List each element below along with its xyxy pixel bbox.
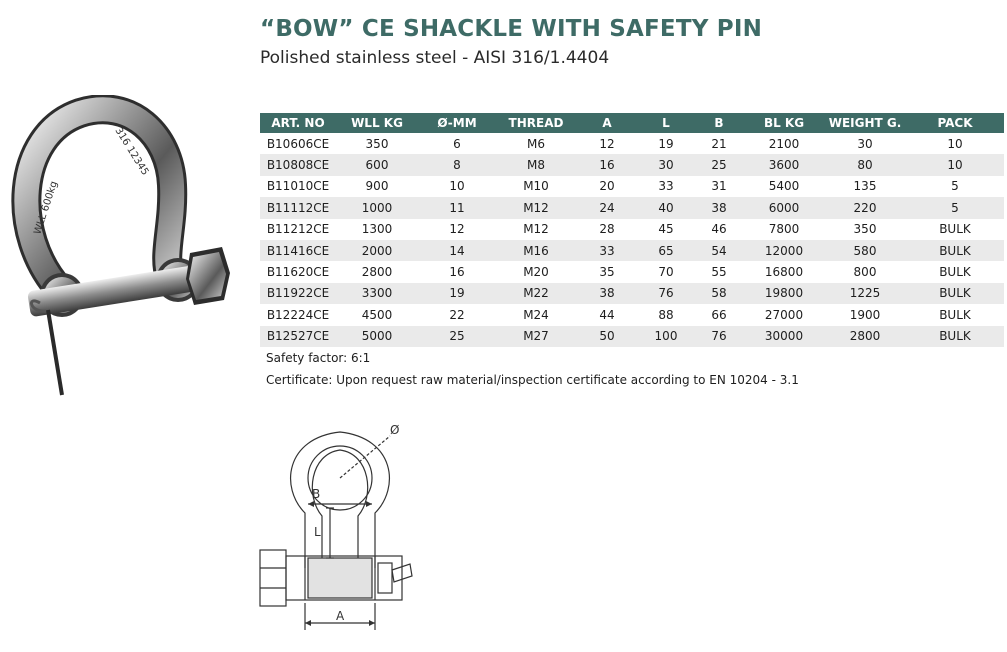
cell-bl-kg: 7800 bbox=[744, 219, 824, 240]
cell-a: 24 bbox=[576, 197, 638, 218]
engraving-right: 316 12345 bbox=[112, 125, 151, 178]
cell-thread: M8 bbox=[496, 154, 576, 175]
cell-pack: BULK bbox=[906, 261, 1004, 282]
cell-l: 65 bbox=[638, 240, 694, 261]
cell-wll-kg: 1300 bbox=[336, 219, 418, 240]
cell-pack: BULK bbox=[906, 219, 1004, 240]
cell-b: 25 bbox=[694, 154, 744, 175]
cell-weight: 350 bbox=[824, 219, 906, 240]
cell-wll-kg: 600 bbox=[336, 154, 418, 175]
cell-art-no: B11212CE bbox=[260, 219, 336, 240]
cell-a: 44 bbox=[576, 304, 638, 325]
cell-pack: BULK bbox=[906, 283, 1004, 304]
cell-b: 55 bbox=[694, 261, 744, 282]
table-row bbox=[260, 219, 1004, 240]
cell-pack: BULK bbox=[906, 304, 1004, 325]
shackle-technical-drawing bbox=[250, 418, 440, 638]
cell-art-no: B11416CE bbox=[260, 240, 336, 261]
cell-wll-kg: 2800 bbox=[336, 261, 418, 282]
cell-b: 21 bbox=[694, 133, 744, 154]
column-header-wll-kg: WLL KG bbox=[336, 113, 418, 133]
cell-l: 19 bbox=[638, 133, 694, 154]
cell-bl-kg: 16800 bbox=[744, 261, 824, 282]
cell-l: 100 bbox=[638, 326, 694, 347]
cell-thread: M12 bbox=[496, 219, 576, 240]
cell-pack: 5 bbox=[906, 176, 1004, 197]
cell-b: 66 bbox=[694, 304, 744, 325]
cell-l: 45 bbox=[638, 219, 694, 240]
cell-diameter: 25 bbox=[418, 326, 496, 347]
cell-diameter: 14 bbox=[418, 240, 496, 261]
cell-a: 33 bbox=[576, 240, 638, 261]
cell-wll-kg: 3300 bbox=[336, 283, 418, 304]
cell-a: 28 bbox=[576, 219, 638, 240]
cell-b: 38 bbox=[694, 197, 744, 218]
table-row bbox=[260, 283, 1004, 304]
cell-thread: M10 bbox=[496, 176, 576, 197]
cell-l: 33 bbox=[638, 176, 694, 197]
column-header-diameter: Ø-MM bbox=[418, 113, 496, 133]
cell-wll-kg: 900 bbox=[336, 176, 418, 197]
column-header-art-no: ART. NO bbox=[260, 113, 336, 133]
cell-thread: M16 bbox=[496, 240, 576, 261]
column-header-thread: THREAD bbox=[496, 113, 576, 133]
cell-diameter: 22 bbox=[418, 304, 496, 325]
cell-wll-kg: 2000 bbox=[336, 240, 418, 261]
cell-weight: 135 bbox=[824, 176, 906, 197]
cell-pack: 10 bbox=[906, 154, 1004, 175]
cell-l: 70 bbox=[638, 261, 694, 282]
column-header-b: B bbox=[694, 113, 744, 133]
cell-weight: 1225 bbox=[824, 283, 906, 304]
engraving-left: WLL 600kg bbox=[32, 179, 60, 236]
cell-diameter: 16 bbox=[418, 261, 496, 282]
column-header-a: A bbox=[576, 113, 638, 133]
cell-a: 35 bbox=[576, 261, 638, 282]
cell-thread: M22 bbox=[496, 283, 576, 304]
cell-art-no: B12224CE bbox=[260, 304, 336, 325]
product-subtitle: Polished stainless steel - AISI 316/1.4404 bbox=[260, 48, 610, 68]
cell-a: 20 bbox=[576, 176, 638, 197]
cell-weight: 80 bbox=[824, 154, 906, 175]
specification-table bbox=[260, 113, 1004, 347]
cell-art-no: B11620CE bbox=[260, 261, 336, 282]
cell-weight: 800 bbox=[824, 261, 906, 282]
table-row bbox=[260, 261, 1004, 282]
cell-art-no: B11010CE bbox=[260, 176, 336, 197]
column-header-bl-kg: BL KG bbox=[744, 113, 824, 133]
cell-wll-kg: 1000 bbox=[336, 197, 418, 218]
cell-b: 76 bbox=[694, 326, 744, 347]
column-header-l: L bbox=[638, 113, 694, 133]
cell-weight: 220 bbox=[824, 197, 906, 218]
cell-a: 50 bbox=[576, 326, 638, 347]
cell-b: 54 bbox=[694, 240, 744, 261]
cell-bl-kg: 5400 bbox=[744, 176, 824, 197]
cell-thread: M12 bbox=[496, 197, 576, 218]
table-row bbox=[260, 326, 1004, 347]
cell-diameter: 11 bbox=[418, 197, 496, 218]
cell-diameter: 6 bbox=[418, 133, 496, 154]
table-header-row bbox=[260, 113, 1004, 133]
cell-thread: M20 bbox=[496, 261, 576, 282]
table-row bbox=[260, 304, 1004, 325]
cell-bl-kg: 6000 bbox=[744, 197, 824, 218]
column-header-pack: PACK bbox=[906, 113, 1004, 133]
cell-l: 30 bbox=[638, 154, 694, 175]
cell-a: 16 bbox=[576, 154, 638, 175]
cell-l: 76 bbox=[638, 283, 694, 304]
cell-wll-kg: 350 bbox=[336, 133, 418, 154]
cell-pack: BULK bbox=[906, 240, 1004, 261]
cell-b: 58 bbox=[694, 283, 744, 304]
cell-bl-kg: 30000 bbox=[744, 326, 824, 347]
cell-a: 12 bbox=[576, 133, 638, 154]
cell-weight: 2800 bbox=[824, 326, 906, 347]
certificate-note: Certificate: Upon request raw material/inspection certificate according to EN 10204 - 3.1 bbox=[266, 373, 799, 387]
cell-pack: BULK bbox=[906, 326, 1004, 347]
cell-weight: 30 bbox=[824, 133, 906, 154]
table-row bbox=[260, 176, 1004, 197]
cell-diameter: 8 bbox=[418, 154, 496, 175]
cell-wll-kg: 4500 bbox=[336, 304, 418, 325]
cell-bl-kg: 27000 bbox=[744, 304, 824, 325]
cell-l: 88 bbox=[638, 304, 694, 325]
cell-a: 38 bbox=[576, 283, 638, 304]
column-header-weight: WEIGHT G. bbox=[824, 113, 906, 133]
cell-wll-kg: 5000 bbox=[336, 326, 418, 347]
table-row bbox=[260, 197, 1004, 218]
cell-bl-kg: 3600 bbox=[744, 154, 824, 175]
label-diameter: Ø bbox=[390, 423, 400, 437]
cell-art-no: B10606CE bbox=[260, 133, 336, 154]
cell-pack: 10 bbox=[906, 133, 1004, 154]
cell-l: 40 bbox=[638, 197, 694, 218]
cell-art-no: B11112CE bbox=[260, 197, 336, 218]
cell-b: 46 bbox=[694, 219, 744, 240]
cell-art-no: B11922CE bbox=[260, 283, 336, 304]
table-row bbox=[260, 240, 1004, 261]
table-row bbox=[260, 133, 1004, 154]
shackle-photo bbox=[0, 95, 250, 405]
cell-diameter: 12 bbox=[418, 219, 496, 240]
label-a: A bbox=[336, 609, 345, 623]
table-row bbox=[260, 154, 1004, 175]
cell-thread: M24 bbox=[496, 304, 576, 325]
product-title: “BOW” CE SHACKLE WITH SAFETY PIN bbox=[260, 16, 763, 42]
label-b: B bbox=[312, 487, 321, 501]
cell-b: 31 bbox=[694, 176, 744, 197]
cell-thread: M27 bbox=[496, 326, 576, 347]
cell-bl-kg: 2100 bbox=[744, 133, 824, 154]
cell-diameter: 10 bbox=[418, 176, 496, 197]
cell-bl-kg: 19800 bbox=[744, 283, 824, 304]
cell-bl-kg: 12000 bbox=[744, 240, 824, 261]
cell-diameter: 19 bbox=[418, 283, 496, 304]
label-l: L bbox=[314, 525, 321, 539]
cell-weight: 1900 bbox=[824, 304, 906, 325]
cell-weight: 580 bbox=[824, 240, 906, 261]
cell-pack: 5 bbox=[906, 197, 1004, 218]
safety-factor-note: Safety factor: 6:1 bbox=[266, 351, 371, 365]
cell-art-no: B12527CE bbox=[260, 326, 336, 347]
cell-art-no: B10808CE bbox=[260, 154, 336, 175]
cell-thread: M6 bbox=[496, 133, 576, 154]
